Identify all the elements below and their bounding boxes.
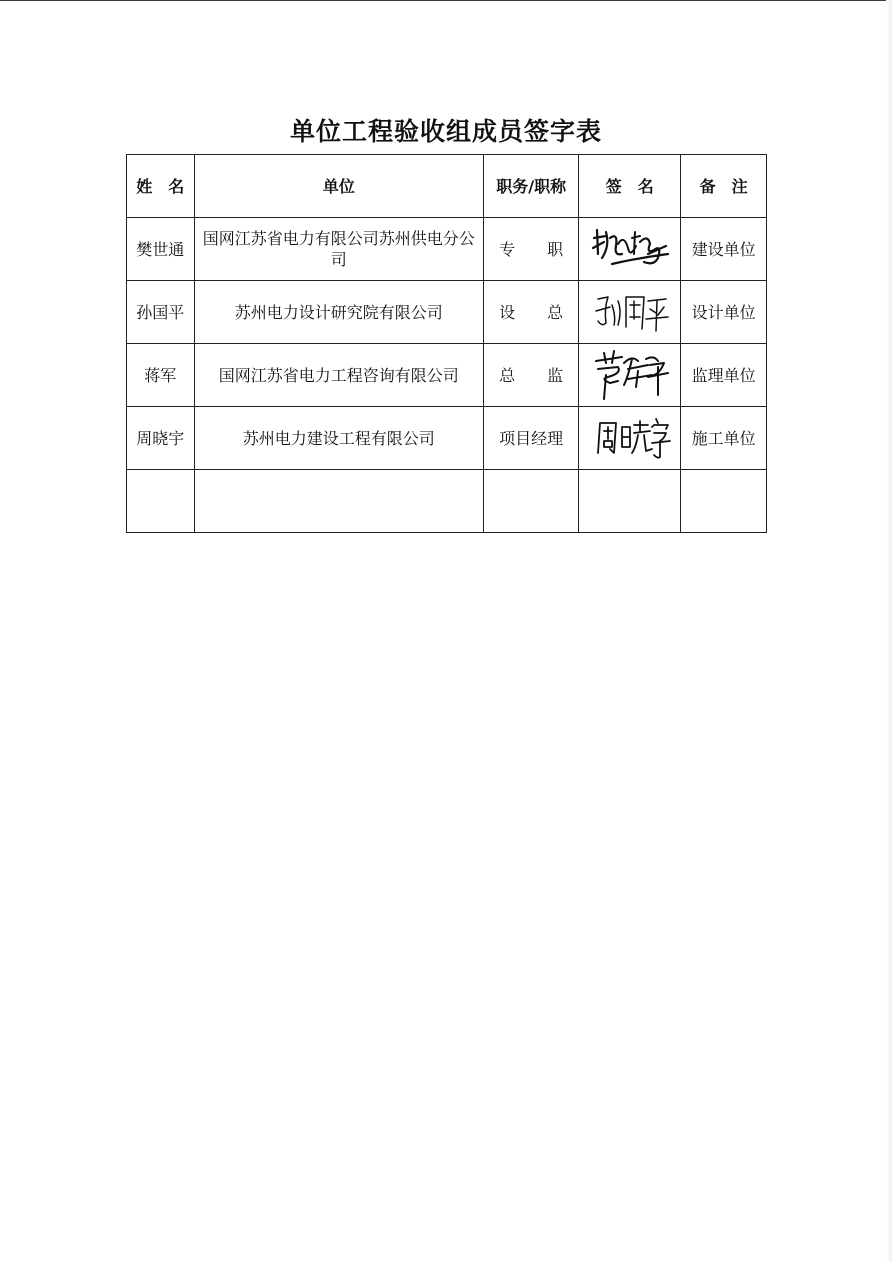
- cell-signature: [579, 407, 681, 470]
- cell-name: 周晓宇: [127, 407, 195, 470]
- document-title: 单位工程验收组成员签字表: [289, 117, 602, 146]
- cell-remark: 建设单位: [681, 218, 767, 281]
- cell-remark: 设计单位: [681, 281, 767, 344]
- cell-name: 孙国平: [127, 281, 195, 344]
- cell-signature: [579, 344, 681, 407]
- header-position: 职务/职称: [483, 155, 578, 218]
- cell-position: 总 监: [483, 344, 578, 407]
- table-row: [127, 281, 767, 344]
- cell-remark: [681, 470, 767, 533]
- cell-signature: [579, 218, 681, 281]
- handwritten-signature: [588, 224, 672, 274]
- handwritten-signature: [588, 413, 672, 463]
- page-right-edge: [886, 0, 892, 1262]
- cell-unit: 苏州电力设计研究院有限公司: [194, 281, 483, 344]
- cell-name: 蒋军: [127, 344, 195, 407]
- header-remark: 备 注: [681, 155, 767, 218]
- handwritten-signature: [588, 287, 672, 337]
- cell-signature: [579, 281, 681, 344]
- header-name: 姓 名: [127, 155, 195, 218]
- cell-name: [127, 470, 195, 533]
- cell-position: 设 总: [483, 281, 578, 344]
- page-top-border: [0, 0, 892, 1]
- cell-position: [483, 470, 578, 533]
- header-unit: 单位: [194, 155, 483, 218]
- header-signature: 签 名: [579, 155, 681, 218]
- handwritten-signature: [588, 347, 672, 403]
- table-header-row: [127, 155, 767, 218]
- cell-unit: 国网江苏省电力工程咨询有限公司: [194, 344, 483, 407]
- cell-unit: [194, 470, 483, 533]
- cell-signature: [579, 470, 681, 533]
- cell-unit: 国网江苏省电力有限公司苏州供电分公司: [194, 218, 483, 281]
- cell-position: 专 职: [483, 218, 578, 281]
- cell-position: 项目经理: [483, 407, 578, 470]
- signature-table: [126, 154, 767, 533]
- table-row: [127, 344, 767, 407]
- table-row: [127, 407, 767, 470]
- cell-remark: 施工单位: [681, 407, 767, 470]
- cell-remark: 监理单位: [681, 344, 767, 407]
- table-row: [127, 470, 767, 533]
- table-row: [127, 218, 767, 281]
- cell-unit: 苏州电力建设工程有限公司: [194, 407, 483, 470]
- cell-name: 樊世通: [127, 218, 195, 281]
